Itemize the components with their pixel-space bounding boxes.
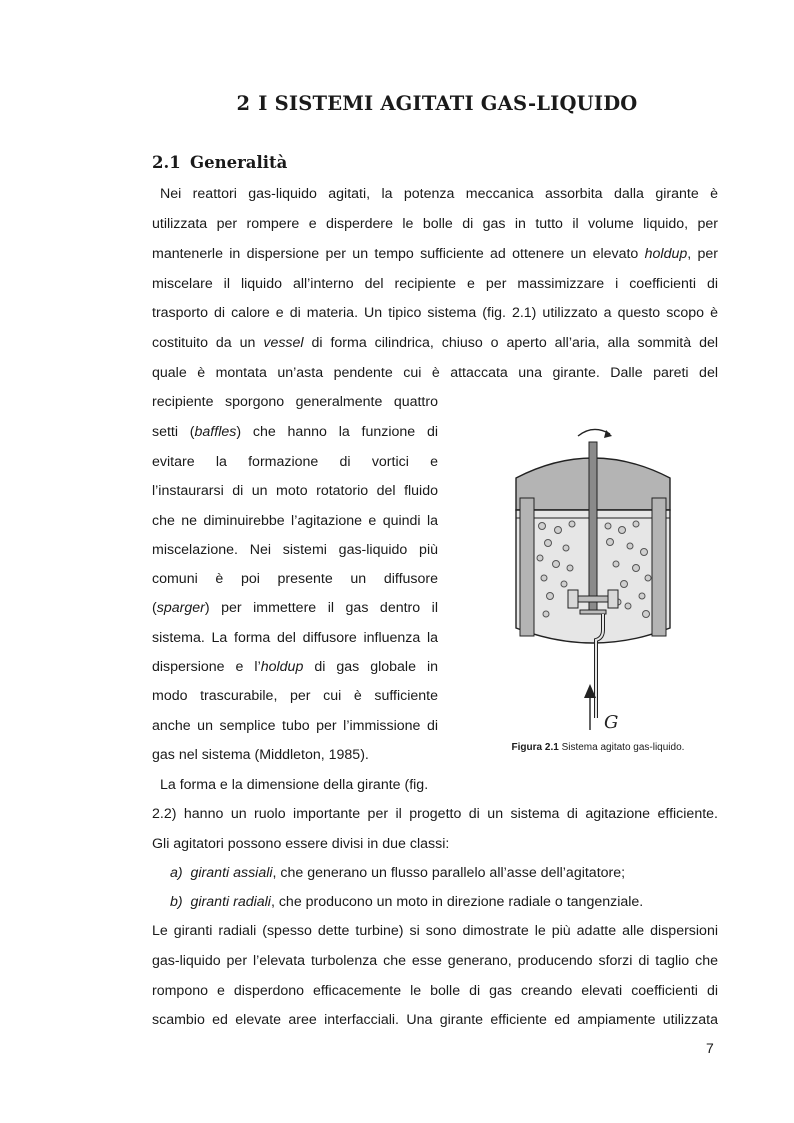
list-marker: b) [170, 894, 183, 910]
text-span: costituito da un [152, 335, 264, 351]
section-title [152, 153, 287, 172]
sparger [580, 610, 606, 614]
paragraph-line: Nei reattori gas-liquido agitati, la potenza meccanica assorbita dalla girante è [160, 186, 718, 202]
text-span: , che generano un flusso parallelo all’asse dell’agitatore; [272, 865, 626, 881]
figure-caption [478, 742, 718, 753]
text-span: mantenerle in dispersione per un tempo sufficiente ad ottenere un elevato [152, 246, 645, 262]
figure-label: Figura 2.1 [511, 742, 559, 753]
paragraph-line: l’instaurarsi di un moto rotatorio del fluido [152, 483, 438, 499]
italic-term: giranti radiali [190, 894, 271, 910]
text-span: dispersione e l’ [152, 659, 261, 675]
chapter-title-text: I SISTEMI AGITATI GAS-LIQUIDO [258, 92, 638, 115]
chapter-title [0, 92, 794, 115]
gas-label: G [604, 712, 619, 733]
text-span: ) che hanno la funzione di [236, 424, 439, 440]
paragraph-line: 2.2) hanno un ruolo importante per il progetto di un sistema di agitazione efficiente. [152, 806, 718, 822]
text-span: , per [687, 246, 719, 262]
stirred-tank-figure [498, 418, 688, 738]
italic-term: giranti assiali [190, 865, 273, 881]
paragraph-line: utilizzata per rompere e disperdere le bolle di gas in tutto il volume liquido, per [152, 216, 718, 232]
paragraph-line: miscelare il liquido all’interno del recipiente e per massimizzare i coefficienti di [152, 276, 718, 292]
text-span: ( [152, 600, 157, 616]
italic-term: holdup [260, 659, 304, 675]
paragraph-line: rompono e disperdono efficacemente le bolle di gas creando elevati coefficienti di [152, 983, 718, 999]
page-number: 7 [706, 1040, 714, 1056]
paragraph-line [152, 243, 718, 265]
baffle-left [520, 498, 534, 636]
figure-caption-text: Sistema agitato gas-liquido. [561, 742, 685, 753]
paragraph-line: che ne diminuirebbe l’agitazione e quindi la [152, 513, 438, 529]
paragraph-line: Le giranti radiali (spesso dette turbine) si sono dimostrate le più adatte alle dispersioni [152, 923, 718, 939]
paragraph-line: anche un semplice tubo per l’immissione di [152, 718, 438, 734]
italic-term: holdup [644, 246, 688, 262]
text-span: di gas globale in [303, 659, 439, 675]
impeller-blade [568, 590, 578, 608]
paragraph-line: trasporto di calore e di materia. Un tipico sistema (fig. 2.1) utilizzato a questo scopo è [152, 305, 718, 321]
paragraph-line: miscelazione. Nei sistemi gas-liquido più [152, 542, 438, 558]
paragraph-line: scambio ed elevate aree interfacciali. Una girante efficiente ed ampiamente utilizzata [152, 1012, 718, 1028]
text-span: di forma cilindrica, chiuso o aperto all’aria, alla sommità del [303, 335, 718, 351]
paragraph-line [152, 421, 438, 443]
paragraph-line: evitare la formazione di vortici e [152, 454, 438, 470]
text-span: ) per immettere il gas dentro il [204, 600, 438, 616]
italic-term: baffles [194, 424, 237, 440]
list-item [170, 862, 625, 884]
impeller-blade [608, 590, 618, 608]
agitator-shaft [589, 442, 597, 610]
text-span: setti ( [152, 424, 195, 440]
section-title-text: Generalità [190, 153, 288, 172]
italic-term: sparger [156, 600, 205, 616]
text-span: , che producono un moto in direzione radiale o tangenziale. [270, 894, 644, 910]
paragraph-line: modo trascurabile, per cui è sufficiente [152, 688, 438, 704]
paragraph-line: gas nel sistema (Middleton, 1985). [152, 747, 369, 763]
paragraph-line: Gli agitatori possono essere divisi in due classi: [152, 836, 450, 852]
list-item [170, 891, 643, 913]
italic-term: vessel [263, 335, 304, 351]
paragraph-line [152, 597, 438, 619]
paragraph-line: recipiente sporgono generalmente quattro [152, 394, 438, 410]
list-marker: a) [170, 865, 183, 881]
paragraph-line: gas-liquido per l’elevata turbolenza che esse generano, producendo sforzi di taglio che [152, 953, 718, 969]
paragraph-line: comuni è poi presente un diffusore [152, 571, 438, 587]
chapter-number: 2 [236, 92, 251, 115]
paragraph-line: quale è montata un’asta pendente cui è attaccata una girante. Dalle pareti del [152, 365, 718, 381]
section-number: 2.1 [152, 153, 181, 172]
paragraph-line [152, 656, 438, 678]
paragraph-line [152, 332, 718, 354]
paragraph-line: La forma e la dimensione della girante (fig. [160, 777, 429, 793]
baffle-right [652, 498, 666, 636]
paragraph-line: sistema. La forma del diffusore influenza la [152, 630, 438, 646]
